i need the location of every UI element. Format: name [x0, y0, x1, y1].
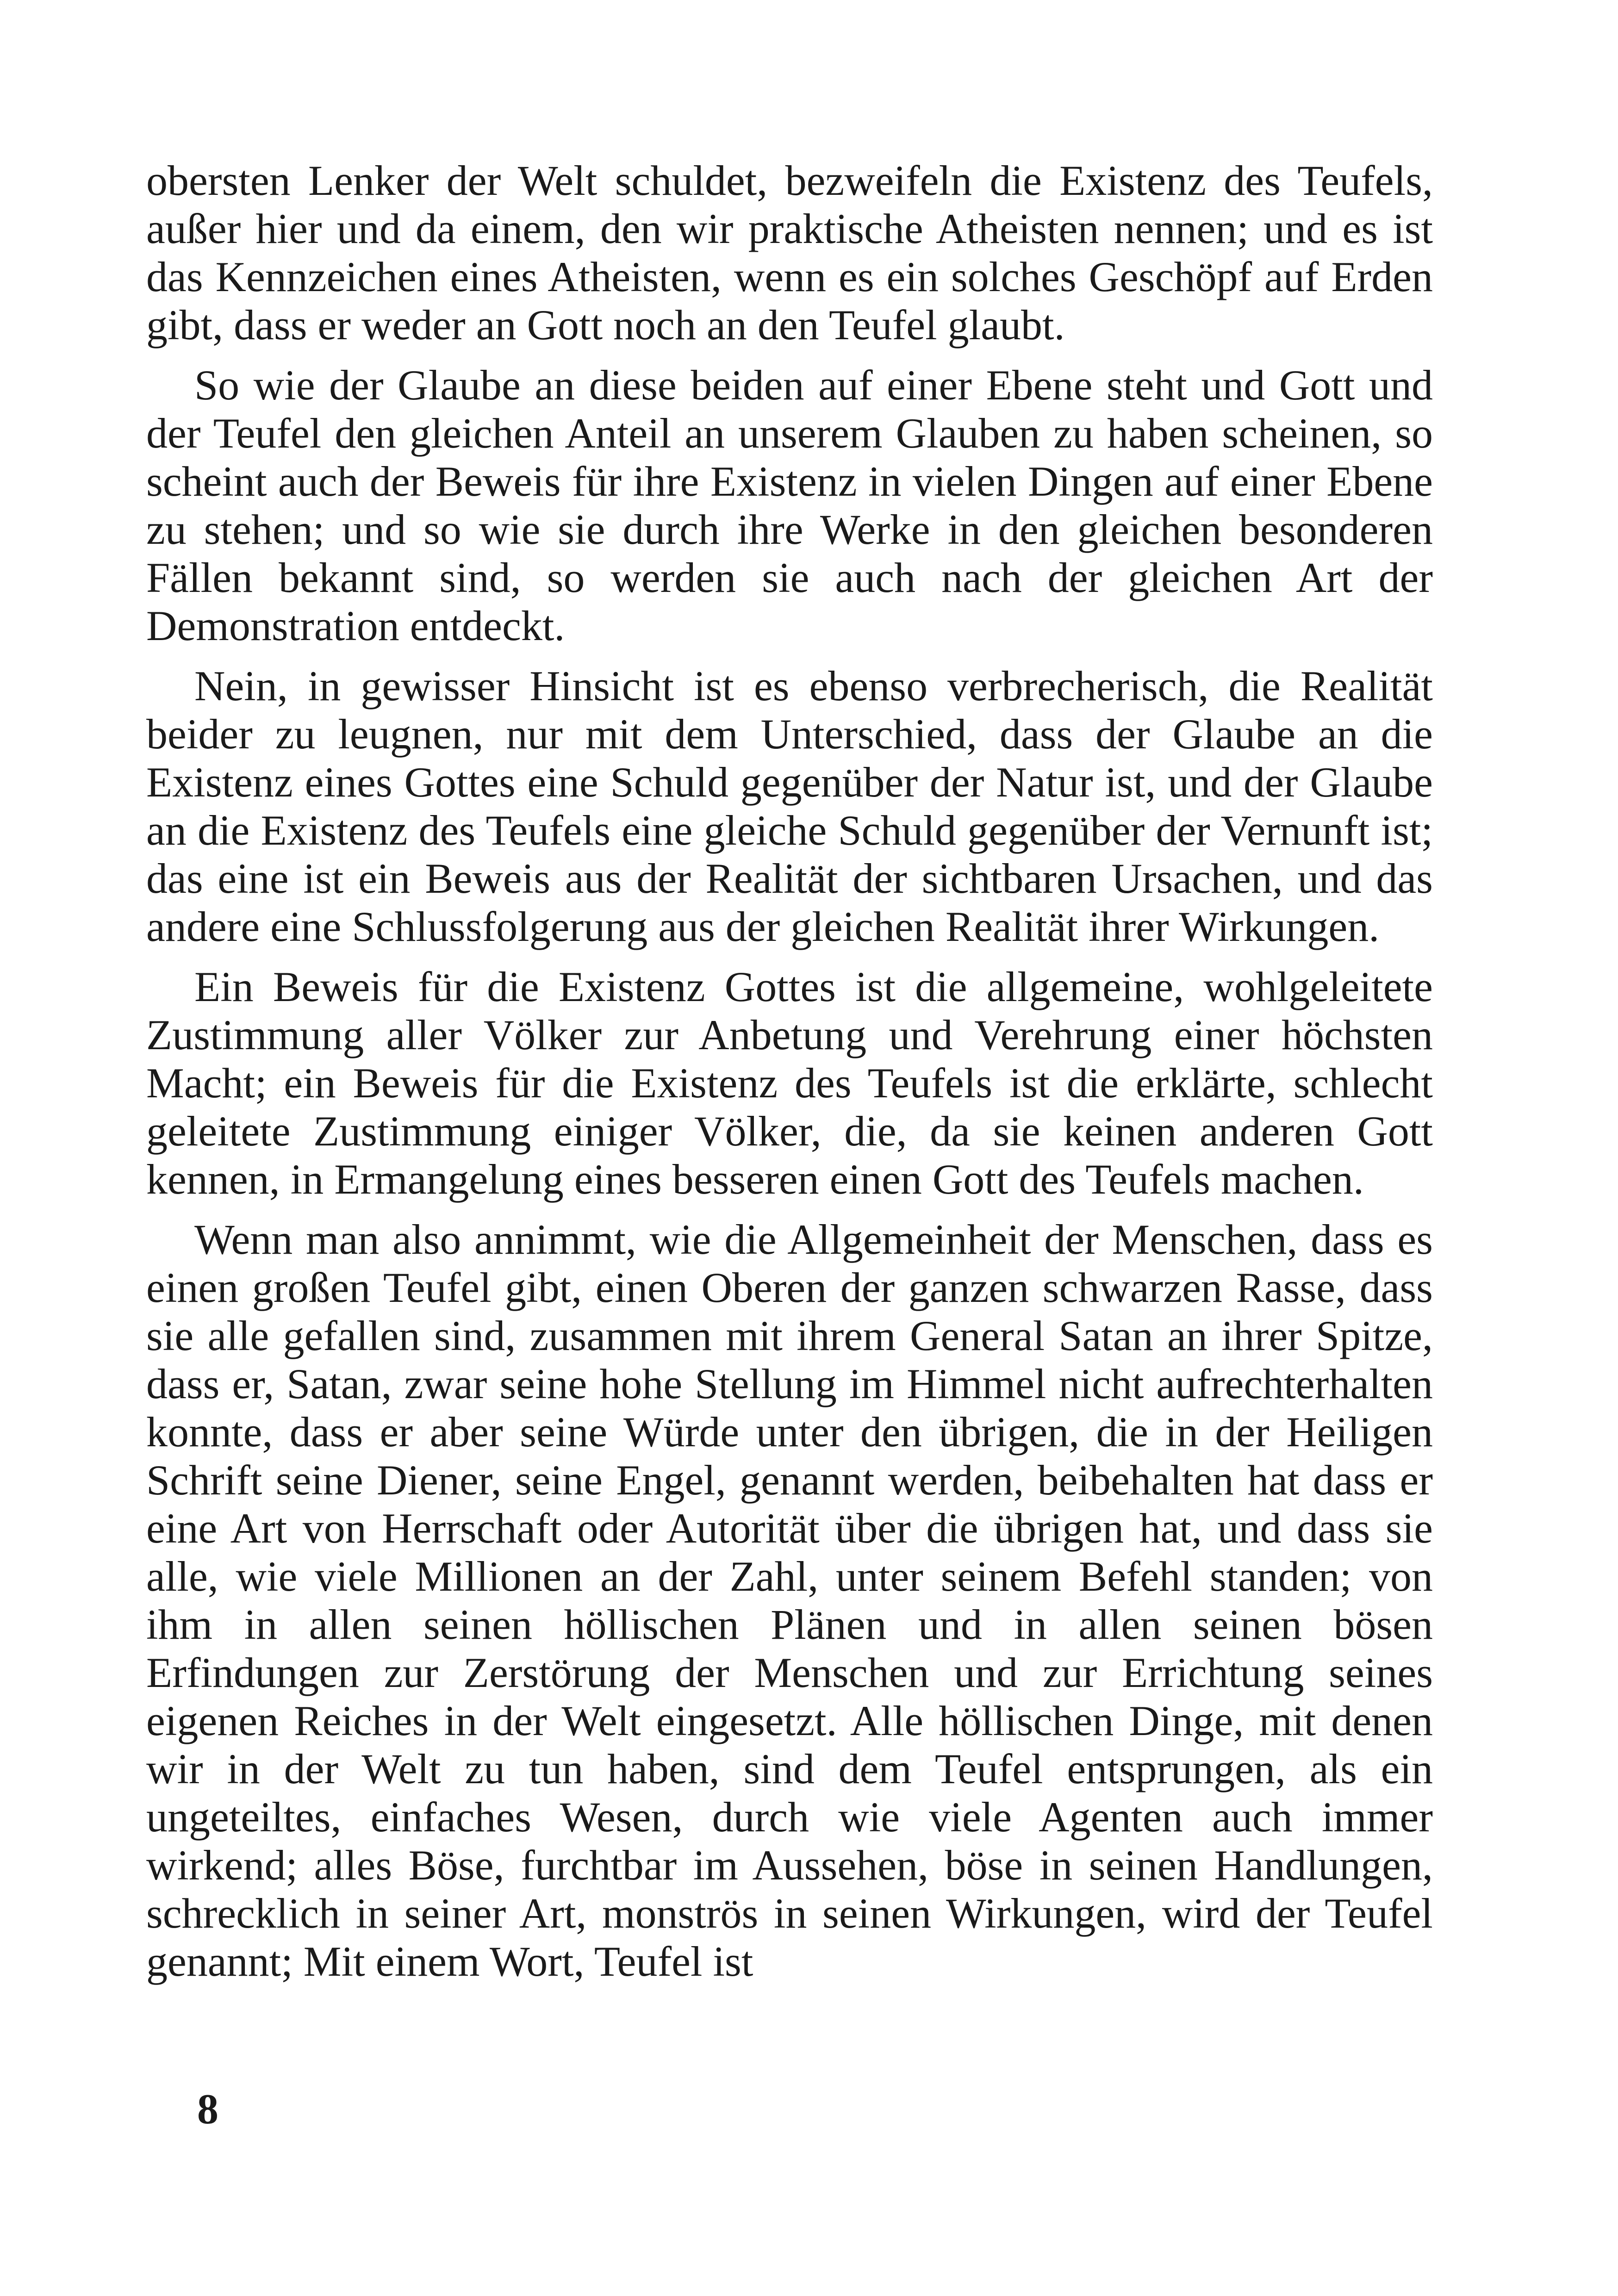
page-number: 8: [197, 2085, 218, 2133]
body-text: [146, 156, 1433, 1997]
paragraph-3: Nein, in gewisser Hinsicht ist es ebenso verbrecherisch, die Realität beider zu leugnen, nur mit dem Unterschied, dass der Glaube an die Existenz eines Gottes eine Schuld gegenüber der Natur ist, und der Glaube an die Existenz des Teufels eine gleiche Schuld gegenüber der Vernunft ist; das eine ist ein Beweis aus der Realität der sichtbaren Ursachen, und das andere eine Schlussfolgerung aus der gleichen Realität ihrer Wirkungen.: [146, 662, 1433, 950]
paragraph-1: obersten Lenker der Welt schuldet, bezweifeln die Existenz des Teufels, außer hier und da einem, den wir praktische Atheisten nennen; und es ist das Kennzeichen eines Atheisten, wenn es ein solches Geschöpf auf Erden gibt, dass er weder an Gott noch an den Teufel glaubt.: [146, 157, 1433, 348]
paragraph-5: Wenn man also annimmt, wie die Allgemeinheit der Menschen, dass es einen großen Teufel gibt, einen Oberen der ganzen schwarzen Rasse, dass sie alle gefallen sind, zusammen mit ihrem General Satan an ihrer Spitze, dass er, Satan, zwar seine hohe Stellung im Himmel nicht aufrechterhalten konnte, dass er aber seine Würde unter den übrigen, die in der Heiligen Schrift seine Diener, seine Engel, genannt werden, beibehalten hat dass er eine Art von Herrschaft oder Autorität über die übrigen hat, und dass sie alle, wie viele Millionen an der Zahl, unter seinem Befehl standen; von ihm in allen seinen höllischen Plänen und in allen seinen bösen Erfindungen zur Zerstörung der Menschen und zur Errichtung seines eigenen Reiches in der Welt eingesetzt. Alle höllischen Dinge, mit denen wir in der Welt zu tun haben, sind dem Teufel entsprungen, als ein ungeteiltes, einfaches Wesen, durch wie viele Agenten auch immer wirkend; alles Böse, furchtbar im Aussehen, böse in seinen Handlungen, schrecklich in seiner Art, monströs in seinen Wirkungen, wird der Teufel genannt; Mit einem Wort, Teufel ist: [146, 1216, 1433, 1985]
paragraph-2: So wie der Glaube an diese beiden auf einer Ebene steht und Gott und der Teufel den gleichen Anteil an unserem Glauben zu haben scheinen, so scheint auch der Beweis für ihre Existenz in vielen Dingen auf einer Ebene zu stehen; und so wie sie durch ihre Werke in den gleichen besonderen Fällen bekannt sind, so werden sie auch nach der gleichen Art der Demonstration entdeckt.: [146, 361, 1433, 649]
paragraph-4: Ein Beweis für die Existenz Gottes ist die allgemeine, wohlgeleitete Zustimmung aller Völker zur Anbetung und Verehrung einer höchsten Macht; ein Beweis für die Existenz des Teufels ist die erklärte, schlecht geleitete Zustimmung einiger Völker, die, da sie keinen anderen Gott kennen, in Ermangelung eines besseren einen Gott des Teufels machen.: [146, 963, 1433, 1203]
